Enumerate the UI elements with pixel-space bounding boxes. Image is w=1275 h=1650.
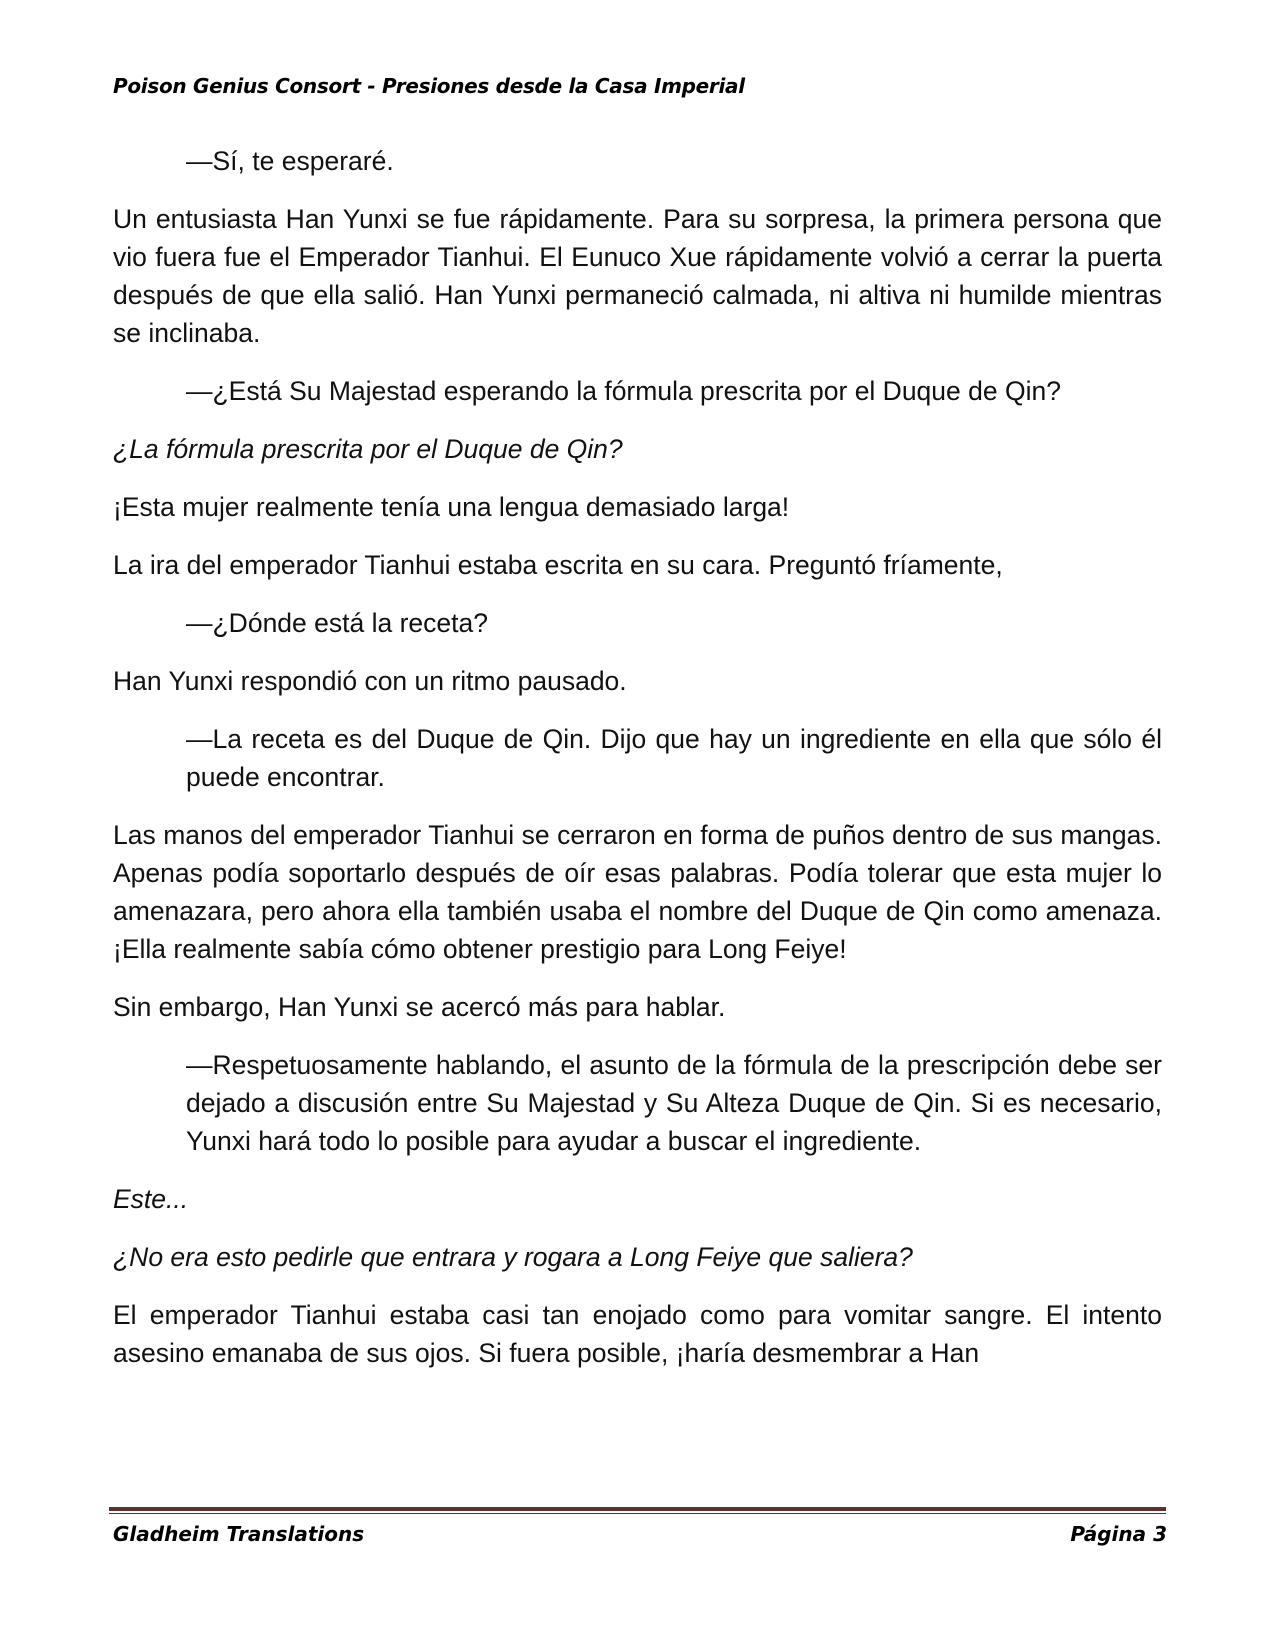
paragraph-11: Sin embargo, Han Yunxi se acercó más para hablar.: [113, 992, 726, 1022]
footer-page-number: Página 3: [1070, 1522, 1167, 1546]
paragraph-10: Las manos del emperador Tianhui se cerraron en forma de puños dentro de sus mangas. Apenas podía soportarlo después de oír esas palabras. Podía tolerar que esta mujer lo amenazara, pero ahora ella también usaba el nombre del Duque de Qin como amenaza. ¡Ella realmente sabía cómo obtener prestigio para Long Feiye!: [113, 820, 1162, 964]
paragraph-6: La ira del emperador Tianhui estaba escrita en su cara. Preguntó fríamente,: [113, 550, 1003, 580]
paragraph-13: Este...: [113, 1184, 189, 1214]
page-header-title: Poison Genius Consort - Presiones desde la Casa Imperial: [113, 74, 745, 98]
paragraph-4: ¿La fórmula prescrita por el Duque de Qin?: [113, 434, 623, 464]
paragraph-5: ¡Esta mujer realmente tenía una lengua demasiado larga!: [113, 492, 790, 522]
paragraph-3: —¿Está Su Majestad esperando la fórmula prescrita por el Duque de Qin?: [186, 376, 1061, 406]
paragraph-14: ¿No era esto pedirle que entrara y rogara a Long Feiye que saliera?: [113, 1242, 913, 1272]
paragraph-2: Un entusiasta Han Yunxi se fue rápidamente. Para su sorpresa, la primera persona que vio fuera fue el Emperador Tianhui. El Eunuco Xue rápidamente volvió a cerrar la puerta después de que ella salió. Han Yunxi permaneció calmada, ni altiva ni humilde mientras se inclinaba.: [113, 204, 1162, 348]
paragraph-7: —¿Dónde está la receta?: [186, 608, 488, 638]
footer-divider: [109, 1507, 1166, 1514]
paragraph-15: El emperador Tianhui estaba casi tan enojado como para vomitar sangre. El intento asesino emanaba de sus ojos. Si fuera posible, ¡haría desmembrar a Han: [113, 1300, 1162, 1368]
paragraph-1: —Sí, te esperaré.: [186, 146, 394, 176]
paragraph-12: —Respetuosamente hablando, el asunto de la fórmula de la prescripción debe ser dejado a discusión entre Su Majestad y Su Alteza Duque de Qin. Si es necesario, Yunxi hará todo lo posible para ayudar a buscar el ingrediente.: [186, 1050, 1162, 1156]
body-text: [113, 142, 1162, 1392]
paragraph-8: Han Yunxi respondió con un ritmo pausado.: [113, 666, 627, 696]
footer-publisher: Gladheim Translations: [113, 1522, 365, 1546]
paragraph-9: —La receta es del Duque de Qin. Dijo que hay un ingrediente en ella que sólo él puede encontrar.: [186, 724, 1162, 792]
